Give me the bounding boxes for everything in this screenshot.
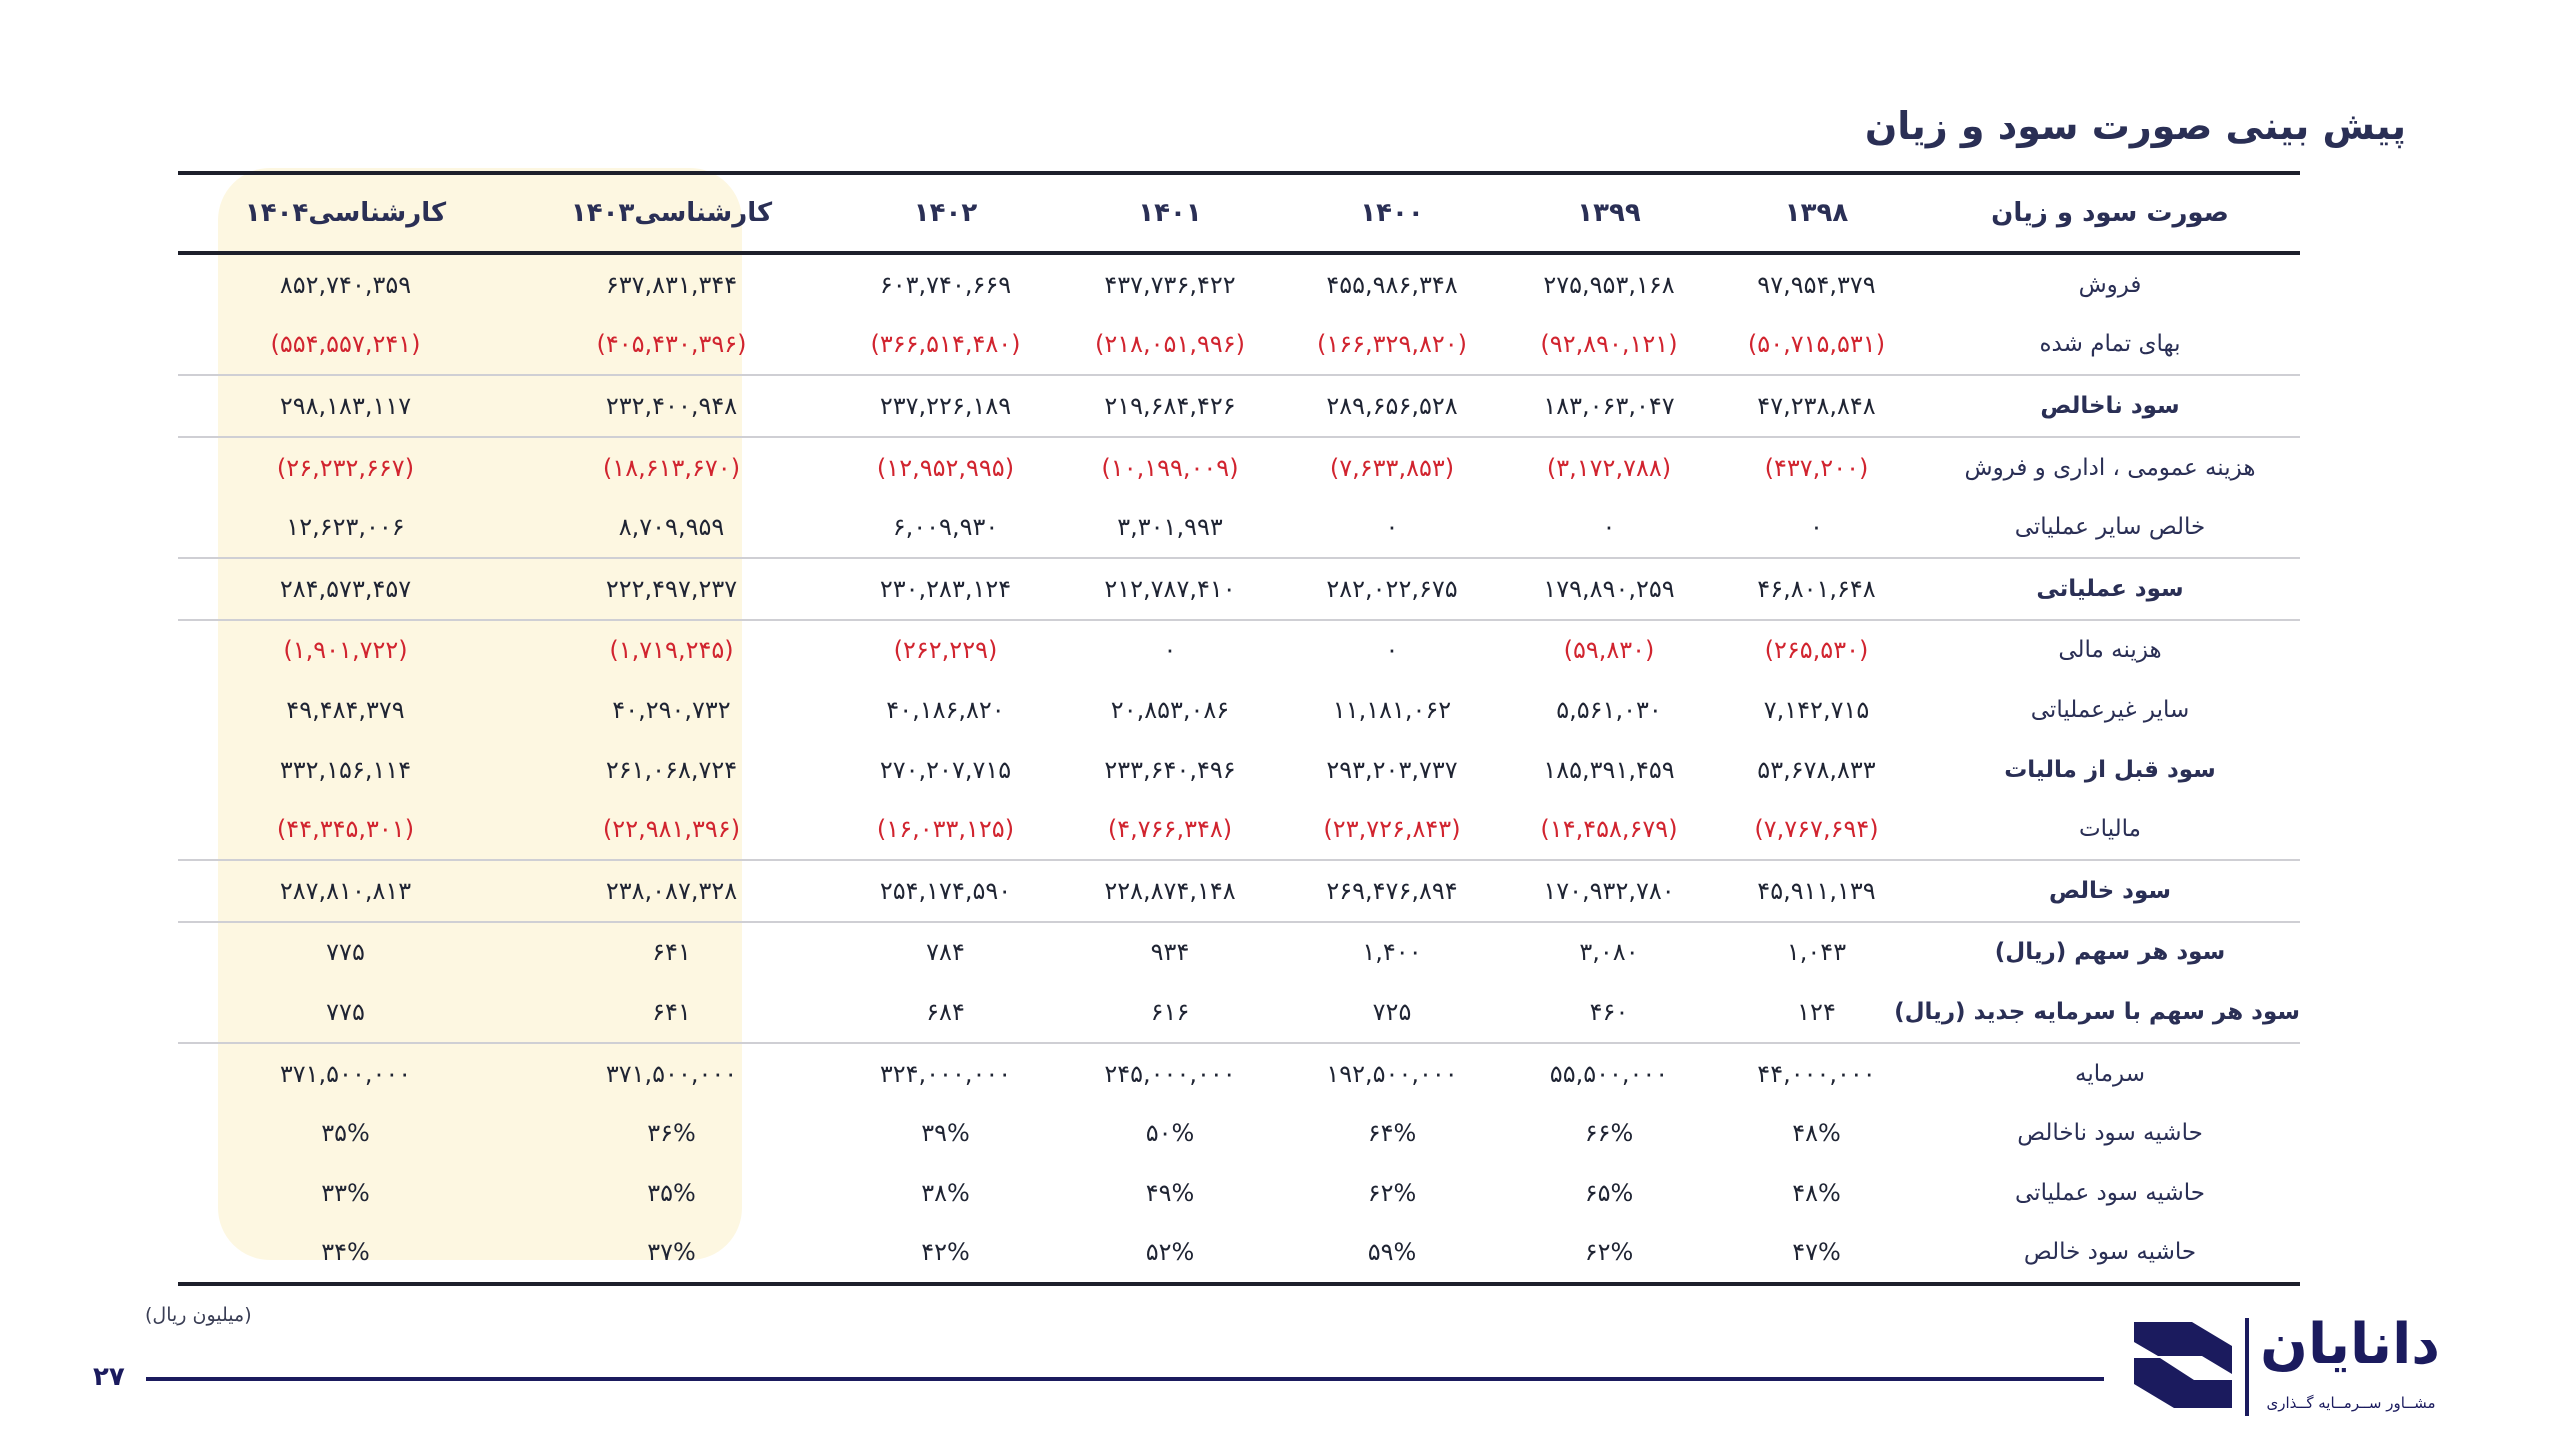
row-label: حاشیه سود عملیاتی xyxy=(2015,1179,2205,1206)
table-cell: ۳,۳۰۱,۹۹۳ xyxy=(1117,513,1223,542)
logo-wordmark: دانایان xyxy=(2260,1312,2440,1377)
table-cell: ۲۵۴,۱۷۴,۵۹۰ xyxy=(830,860,1061,922)
table-cell: ۱,۴۰۰ xyxy=(1279,922,1505,983)
table-cell: ۵۲% xyxy=(1061,1223,1279,1285)
table-cell: ۴۸% xyxy=(1792,1178,1841,1207)
table-cell: ۱۸۳,۰۶۳,۰۴۷ xyxy=(1505,375,1713,437)
table-cell: (۲۲,۹۸۱,۳۹۶) xyxy=(602,815,741,844)
table-cell: ۳۸% xyxy=(921,1178,970,1207)
table-cell: ۶۵% xyxy=(1584,1178,1634,1207)
table-cell: (۴۳۷,۲۰۰) xyxy=(1713,437,1920,498)
table-cell: ۶۴۱ xyxy=(513,922,830,983)
table-row xyxy=(178,1223,2300,1285)
header-cell: ۱۳۹۹ xyxy=(1505,173,1713,253)
table-cell: ۷۷۵ xyxy=(326,997,365,1026)
table-cell: (۱۴,۴۵۸,۶۷۹) xyxy=(1540,815,1678,844)
page-title: پیش بینی صورت سود و زیان xyxy=(1864,104,2406,148)
table-cell: (۴۴,۳۴۵,۳۰۱) xyxy=(276,815,415,844)
header-cell: کارشناسی۱۴۰۳ xyxy=(513,173,830,253)
table-cell: ۴۷,۲۳۸,۸۴۸ xyxy=(1713,375,1920,437)
table-row xyxy=(178,558,2300,620)
table-cell: ۷۸۴ xyxy=(830,922,1061,983)
table-row xyxy=(178,740,2300,800)
table-cell: ۴۳۷,۷۳۶,۴۲۲ xyxy=(1104,270,1236,299)
table-cell: ۴۲% xyxy=(830,1223,1061,1285)
row-label: مالیات xyxy=(2079,816,2141,843)
table-cell: ۳,۰۸۰ xyxy=(1505,922,1713,983)
table-row xyxy=(178,437,2300,498)
table-cell: ۶۲% xyxy=(1505,1223,1713,1285)
table-cell: (۱۶۶,۳۲۹,۸۲۰) xyxy=(1316,330,1468,359)
table-cell: (۱۶,۰۳۳,۱۲۵) xyxy=(876,815,1015,844)
row-label: حاشیه سود خالص xyxy=(1920,1223,2300,1285)
danayan-logo-icon xyxy=(2134,1322,2232,1408)
row-label: سود عملیاتی xyxy=(1920,558,2300,620)
header-cell: ۱۴۰۱ xyxy=(1061,173,1279,253)
table-row xyxy=(178,620,2300,681)
table-cell: ۵۰% xyxy=(1145,1119,1195,1148)
table-cell: ۴۹% xyxy=(1145,1178,1195,1207)
table-cell: ۵۵,۵۰۰,۰۰۰ xyxy=(1505,1043,1713,1104)
table-cell: ۷۷۵ xyxy=(178,922,513,983)
table-cell: ۱۱,۱۸۱,۰۶۲ xyxy=(1332,695,1452,724)
table-cell: ۳۶% xyxy=(647,1119,696,1148)
row-label: سود هر سهم (ریال) xyxy=(1920,922,2300,983)
table-cell: (۱,۷۱۹,۲۴۵) xyxy=(513,620,830,681)
table-cell: ۶۱۶ xyxy=(1150,997,1190,1026)
table-cell: ۲۶۱,۰۶۸,۷۲۴ xyxy=(605,755,738,784)
table-cell: ۰ xyxy=(1279,620,1505,681)
table-cell: ۳۷۱,۵۰۰,۰۰۰ xyxy=(178,1043,513,1104)
table-cell: ۳۳۲,۱۵۶,۱۱۴ xyxy=(279,755,412,784)
table-cell: ۶۴۱ xyxy=(652,997,691,1026)
table-cell: ۷,۱۴۲,۷۱۵ xyxy=(1763,695,1870,724)
table-cell: ۶,۰۰۹,۹۳۰ xyxy=(892,513,999,542)
table-cell: ۵۳,۶۷۸,۸۳۳ xyxy=(1757,755,1876,784)
table-cell: (۵۰,۷۱۵,۵۳۱) xyxy=(1747,330,1886,359)
logo-divider xyxy=(2245,1318,2249,1416)
table-cell: ۲۲۲,۴۹۷,۲۳۷ xyxy=(513,558,830,620)
table-cell: (۵۵۴,۵۵۷,۲۴۱) xyxy=(270,330,421,359)
table-cell: ۱,۰۴۳ xyxy=(1713,922,1920,983)
table-cell: (۴۰۵,۴۳۰,۳۹۶) xyxy=(596,330,747,359)
table-header-row xyxy=(178,173,2300,253)
row-label: فروش xyxy=(2078,271,2142,298)
table-cell: ۲۷۵,۹۵۳,۱۶۸ xyxy=(1543,270,1675,299)
logo-tagline: مشــاور ســرمــایه گــذاری xyxy=(2266,1394,2436,1412)
table-cell: (۴,۷۶۶,۳۴۸) xyxy=(1107,815,1233,844)
header-cell: صورت سود و زیان xyxy=(1920,173,2300,253)
table-cell: (۹۲,۸۹۰,۱۲۱) xyxy=(1540,330,1678,359)
table-cell: ۲۸۹,۶۵۶,۵۲۸ xyxy=(1279,375,1505,437)
table-cell: ۲۳۲,۴۰۰,۹۴۸ xyxy=(513,375,830,437)
table-cell: ۸,۷۰۹,۹۵۹ xyxy=(618,513,725,542)
table-cell: ۴۶۰ xyxy=(1589,997,1629,1026)
unit-note: (میلیون ریال) xyxy=(145,1304,252,1326)
table-cell: ۱۲,۶۲۳,۰۰۶ xyxy=(286,513,405,542)
table-row xyxy=(178,860,2300,922)
row-label: حاشیه سود ناخالص xyxy=(2017,1120,2203,1147)
table-cell: (۲۶,۲۳۲,۶۶۷) xyxy=(178,437,513,498)
table-cell: ۲۳۷,۲۲۶,۱۸۹ xyxy=(830,375,1061,437)
table-cell: ۶۰۳,۷۴۰,۶۶۹ xyxy=(879,270,1012,299)
table-cell: ۳۵% xyxy=(321,1119,370,1148)
table-row xyxy=(178,680,2300,740)
table-cell: ۲۸۴,۵۷۳,۴۵۷ xyxy=(178,558,513,620)
table-cell: (۳,۱۷۲,۷۸۸) xyxy=(1505,437,1713,498)
table-cell: ۱۷۰,۹۳۲,۷۸۰ xyxy=(1505,860,1713,922)
table-cell: ۴۰,۱۸۶,۸۲۰ xyxy=(886,695,1005,724)
table-cell: (۱۲,۹۵۲,۹۹۵) xyxy=(830,437,1061,498)
table-cell: (۱۸,۶۱۳,۶۷۰) xyxy=(513,437,830,498)
row-label: هزینه مالی xyxy=(1920,620,2300,681)
table-cell: ۳۳% xyxy=(321,1178,370,1207)
table-cell: ۴۶,۸۰۱,۶۴۸ xyxy=(1713,558,1920,620)
table-cell: (۲۶۲,۲۲۹) xyxy=(830,620,1061,681)
table-cell: ۹۳۴ xyxy=(1061,922,1279,983)
table-cell: ۲۳۳,۶۴۰,۴۹۶ xyxy=(1104,755,1236,784)
table-row xyxy=(178,375,2300,437)
table-cell: ۲۱۲,۷۸۷,۴۱۰ xyxy=(1061,558,1279,620)
row-label: سرمایه xyxy=(1920,1043,2300,1104)
table-cell: ۲۰,۸۵۳,۰۸۶ xyxy=(1110,695,1230,724)
page-number: ۲۷ xyxy=(93,1362,125,1392)
table-cell: ۲۷۰,۲۰۷,۷۱۵ xyxy=(879,755,1012,784)
table-cell: ۴۵۵,۹۸۶,۳۴۸ xyxy=(1326,270,1458,299)
table-row xyxy=(178,253,2300,315)
header-cell: ۱۴۰۲ xyxy=(830,173,1061,253)
table-row xyxy=(178,497,2300,558)
table-cell: ۵,۵۶۱,۰۳۰ xyxy=(1556,695,1662,724)
table-cell: ۸۵۲,۷۴۰,۳۵۹ xyxy=(279,270,412,299)
row-label: بهای تمام شده xyxy=(2039,331,2181,358)
table-cell: ۲۱۹,۶۸۴,۴۲۶ xyxy=(1061,375,1279,437)
header-cell: کارشناسی۱۴۰۴ xyxy=(178,173,513,253)
row-label: سود هر سهم با سرمایه جدید (ریال) xyxy=(1894,998,2300,1025)
table-cell: ۰ xyxy=(1602,513,1616,542)
table-cell: ۱۲۴ xyxy=(1797,997,1836,1026)
table-cell: ۲۳۰,۲۸۳,۱۲۴ xyxy=(830,558,1061,620)
footer-divider xyxy=(146,1377,2104,1381)
table-cell: (۱۰,۱۹۹,۰۰۹) xyxy=(1061,437,1279,498)
table-cell: (۱,۹۰۱,۷۲۲) xyxy=(178,620,513,681)
table-cell: ۳۷% xyxy=(513,1223,830,1285)
table-cell: ۳۹% xyxy=(921,1119,970,1148)
table-cell: ۴۰,۲۹۰,۷۳۲ xyxy=(612,695,731,724)
table-row xyxy=(178,982,2300,1043)
table-cell: ۲۲۸,۸۷۴,۱۴۸ xyxy=(1061,860,1279,922)
table-cell: ۰ xyxy=(1385,513,1399,542)
table-cell: ۲۸۲,۰۲۲,۶۷۵ xyxy=(1279,558,1505,620)
table-cell: (۲۳,۷۲۶,۸۴۳) xyxy=(1323,815,1461,844)
table-row xyxy=(178,799,2300,860)
header-cell: ۱۳۹۸ xyxy=(1713,173,1920,253)
row-label: سود ناخالص xyxy=(1920,375,2300,437)
table-cell: ۶۳۷,۸۳۱,۳۴۴ xyxy=(605,270,738,299)
table-row xyxy=(178,1163,2300,1223)
table-cell: ۲۹۳,۲۰۳,۷۳۷ xyxy=(1326,755,1458,784)
table-cell: ۵۹% xyxy=(1279,1223,1505,1285)
table-row xyxy=(178,1043,2300,1104)
table-cell: ۳۲۴,۰۰۰,۰۰۰ xyxy=(830,1043,1061,1104)
table-cell: (۷,۷۶۷,۶۹۴) xyxy=(1754,815,1879,844)
table-cell: (۲۶۵,۵۳۰) xyxy=(1713,620,1920,681)
table-cell: ۶۶% xyxy=(1584,1119,1634,1148)
table-cell: ۴۹,۴۸۴,۳۷۹ xyxy=(286,695,405,724)
row-label: سایر غیرعملیاتی xyxy=(2030,696,2190,723)
table-cell: ۲۸۷,۸۱۰,۸۱۳ xyxy=(178,860,513,922)
table-cell: ۹۷,۹۵۴,۳۷۹ xyxy=(1757,270,1876,299)
table-cell: (۵۹,۸۳۰) xyxy=(1505,620,1713,681)
table-cell: ۴۴,۰۰۰,۰۰۰ xyxy=(1713,1043,1920,1104)
table-cell: ۴۷% xyxy=(1713,1223,1920,1285)
table-cell: ۱۷۹,۸۹۰,۲۵۹ xyxy=(1505,558,1713,620)
table-cell: ۰ xyxy=(1061,620,1279,681)
row-label: سود خالص xyxy=(1920,860,2300,922)
row-label: سود قبل از مالیات xyxy=(2004,756,2216,783)
table-row xyxy=(178,922,2300,983)
table-cell: ۰ xyxy=(1810,513,1823,542)
table-cell: ۶۸۴ xyxy=(926,997,965,1026)
table-cell: ۲۴۵,۰۰۰,۰۰۰ xyxy=(1061,1043,1279,1104)
table-cell: ۴۵,۹۱۱,۱۳۹ xyxy=(1713,860,1920,922)
income-statement-table xyxy=(178,171,2300,1286)
header-cell: ۱۴۰۰ xyxy=(1279,173,1505,253)
table-cell: ۷۲۵ xyxy=(1372,997,1412,1026)
table-cell: ۳۵% xyxy=(647,1178,696,1207)
table-row xyxy=(178,1103,2300,1163)
table-cell: ۲۶۹,۴۷۶,۸۹۴ xyxy=(1279,860,1505,922)
table-cell: ۴۸% xyxy=(1792,1119,1841,1148)
table-cell: ۳۷۱,۵۰۰,۰۰۰ xyxy=(513,1043,830,1104)
table-cell: (۳۶۶,۵۱۴,۴۸۰) xyxy=(870,330,1021,359)
table-cell: ۲۳۸,۰۸۷,۳۲۸ xyxy=(513,860,830,922)
table-row xyxy=(178,315,2300,376)
table-cell: ۱۸۵,۳۹۱,۴۵۹ xyxy=(1543,755,1675,784)
table-cell: ۳۴% xyxy=(178,1223,513,1285)
table-cell: (۷,۶۳۳,۸۵۳) xyxy=(1279,437,1505,498)
table-cell: ۶۴% xyxy=(1367,1119,1417,1148)
row-label: خالص سایر عملیاتی xyxy=(2014,514,2206,541)
table-cell: (۲۱۸,۰۵۱,۹۹۶) xyxy=(1094,330,1246,359)
table-cell: ۲۹۸,۱۸۳,۱۱۷ xyxy=(178,375,513,437)
row-label: هزینه عمومی ، اداری و فروش xyxy=(1920,437,2300,498)
table-cell: ۱۹۲,۵۰۰,۰۰۰ xyxy=(1279,1043,1505,1104)
table-cell: ۶۲% xyxy=(1367,1178,1417,1207)
